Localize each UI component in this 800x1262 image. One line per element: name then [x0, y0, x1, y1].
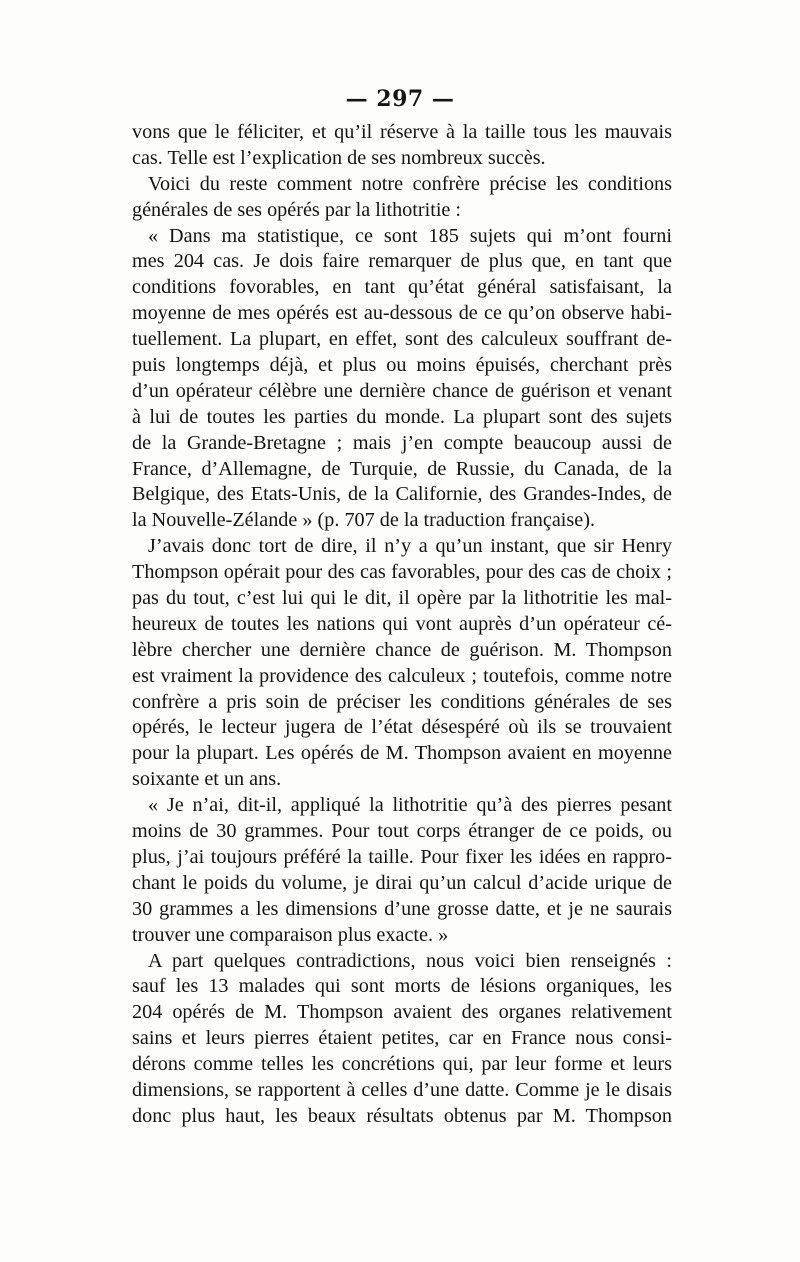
text-line: « Je n’ai, dit-il, appliqué la lithotritie qu’à des pierres pesant [148, 794, 672, 817]
text-line: moins de 30 grammes. Pour tout corps étranger de ce poids, ou [132, 820, 672, 843]
text-line: opérés, le lecteur jugera de l’état désespéré où ils se trouvaient [132, 716, 672, 739]
text-line: Thompson opérait pour des cas favorables, pour des cas de choix ; [132, 561, 672, 584]
text-line: sauf les 13 malades qui sont morts de lésions organiques, les [132, 975, 672, 998]
text-line: de la Grande-Bretagne ; mais j’en compte beaucoup aussi de [132, 431, 672, 454]
text-line: Belgique, des Etats-Unis, de la Californie, des Grandes-Indes, de [132, 483, 672, 506]
text-line: moyenne de mes opérés est au-dessous de ce qu’on observe habi- [132, 302, 672, 325]
text-line: heureux de toutes les nations qui vont auprès d’un opérateur cé- [132, 612, 672, 635]
text-line: dérons comme telles les concrétions qui, par leur forme et leurs [132, 1053, 672, 1076]
text-line: plus, j’ai toujours préféré la taille. Pour fixer les idées en rappro- [132, 845, 672, 868]
text-line: d’un opérateur célèbre une dernière chance de guérison et venant [132, 379, 672, 402]
text-line: pas du tout, c’est lui qui le dit, il opère par la lithotritie les mal- [132, 587, 672, 610]
text-line: « Dans ma statistique, ce sont 185 sujets qui m’ont fourni [148, 224, 672, 247]
text-line: pour la plupart. Les opérés de M. Thompson avaient en moyenne [132, 742, 672, 765]
text-line: est vraiment la providence des calculeux ; toutefois, comme notre [132, 664, 672, 687]
text-line: générales de ses opérés par la lithotritie : [132, 198, 462, 221]
text-line: cas. Telle est l’explication de ses nombreux succès. [132, 146, 546, 169]
text-line: chant le poids du volume, je dirai qu’un calcul d’acide urique de [132, 871, 672, 894]
text-line: A part quelques contradictions, nous voici bien renseignés : [148, 949, 672, 972]
text-line: soixante et un ans. [132, 768, 282, 791]
text-line: dimensions, se rapportent à celles d’une datte. Comme je le disais [132, 1078, 672, 1101]
text-line: sains et leurs pierres étaient petites, car en France nous consi- [132, 1027, 672, 1050]
text-line: 30 grammes a les dimensions d’une grosse datte, et je ne saurais [132, 897, 672, 920]
text-line: la Nouvelle-Zélande » (p. 707 de la traduction française). [132, 509, 595, 532]
text-line: Voici du reste comment notre confrère précise les conditions [148, 172, 672, 195]
text-line: France, d’Allemagne, de Turquie, de Russie, du Canada, de la [132, 457, 672, 480]
text-line: lèbre chercher une dernière chance de guérison. M. Thompson [132, 638, 672, 661]
text-line: conditions fovorables, en tant qu’état général satisfaisant, la [132, 276, 672, 299]
text-line: puis longtemps déjà, et plus ou moins épuisés, cherchant près [132, 354, 672, 377]
body-text [132, 120, 672, 1130]
text-line: tuellement. La plupart, en effet, sont des calculeux souffrant de- [132, 328, 672, 351]
text-line: mes 204 cas. Je dois faire remarquer de plus que, en tant que [132, 250, 672, 273]
text-line: J’avais donc tort de dire, il n’y a qu’un instant, que sir Henry [148, 535, 672, 558]
text-line: donc plus haut, les beaux résultats obtenus par M. Thompson [132, 1104, 672, 1127]
text-line: trouver une comparaison plus exacte. » [132, 923, 449, 946]
text-line: confrère a pris soin de préciser les conditions générales de ses [132, 690, 672, 713]
text-line: 204 opérés de M. Thompson avaient des organes relativement [132, 1001, 672, 1024]
text-line: à lui de toutes les parties du monde. La plupart sont des sujets [132, 405, 672, 428]
page-number: — 297 — [345, 86, 455, 112]
text-line: vons que le féliciter, et qu’il réserve à la taille tous les mauvais [132, 121, 672, 143]
